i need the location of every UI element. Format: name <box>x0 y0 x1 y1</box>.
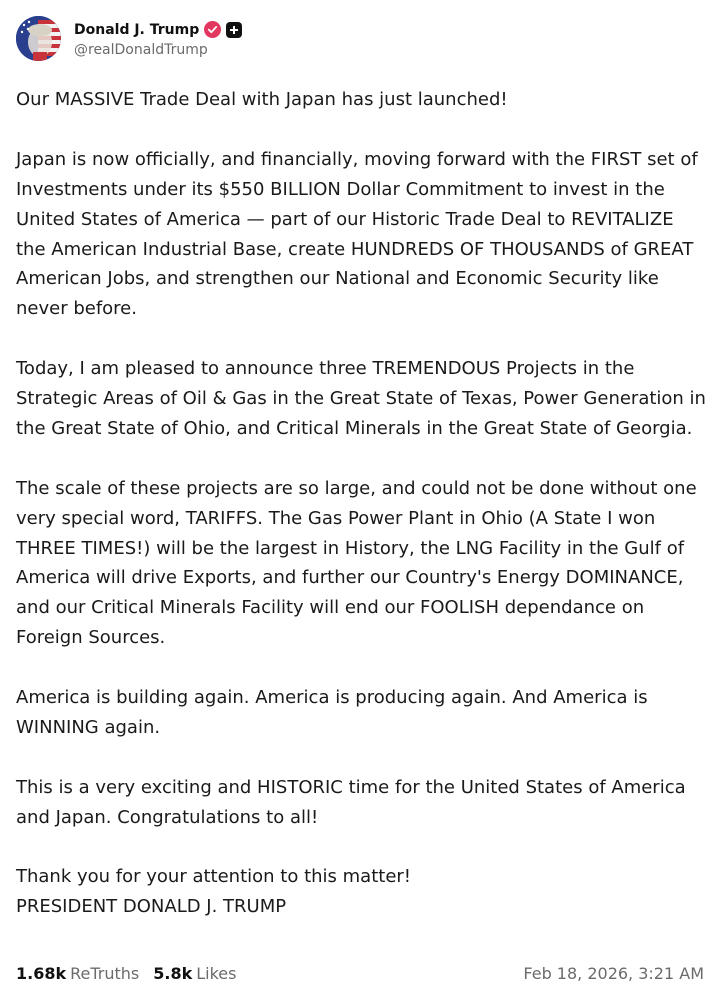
post-header <box>16 15 242 61</box>
paragraph-gap <box>16 653 708 683</box>
plus-badge-icon <box>226 22 242 38</box>
likes-label: Likes <box>196 963 237 983</box>
post-paragraph: Thank you for your attention to this matter! <box>16 866 412 888</box>
post-body <box>16 85 712 922</box>
post-paragraph: America is building again. America is producing again. And America is WINNING again. <box>16 687 654 738</box>
post-footer <box>16 960 704 986</box>
paragraph-gap <box>16 324 708 354</box>
likes-stat[interactable] <box>153 964 236 983</box>
verified-check-icon <box>204 21 221 38</box>
user-handle[interactable]: @realDonaldTrump <box>74 41 208 58</box>
paragraph-gap <box>16 743 708 773</box>
name-row <box>74 19 242 41</box>
paragraph-gap <box>16 444 708 474</box>
retruths-label: ReTruths <box>70 963 140 983</box>
avatar-image <box>16 16 61 61</box>
author-block <box>74 19 242 58</box>
post-paragraph: Today, I am pleased to announce three TREMENDOUS Projects in the Strategic Areas of Oil & Gas in the Great State of Texas, Power Generation in the Great State of Ohio, and Critical Minerals in the Great State of Georgia. <box>16 358 712 439</box>
retruths-count: 1.68k <box>16 963 67 983</box>
post-paragraph: Our MASSIVE Trade Deal with Japan has just launched! <box>16 89 508 110</box>
post-paragraph: The scale of these projects are so large, and could not be done without one very special word, TARIFFS. The Gas Power Plant in Ohio (A State I won THREE TIMES!) will be the largest in History, the LNG Facility in the Gulf of America will drive Exports, and further our Country's Energy DOMINANCE, and our Critical Minerals Facility will end our FOOLISH dependance on Foreign Sources. <box>16 477 703 649</box>
post-paragraph: This is a very exciting and HISTORIC time for the United States of America and Japan. Congratulations to all! <box>16 776 692 828</box>
paragraph-gap <box>16 833 708 863</box>
retruths-stat[interactable] <box>16 964 139 983</box>
post-timestamp[interactable]: Feb 18, 2026, 3:21 AM <box>523 963 704 983</box>
display-name[interactable]: Donald J. Trump <box>74 21 200 38</box>
likes-count: 5.8k <box>153 963 193 983</box>
post-signature: PRESIDENT DONALD J. TRUMP <box>16 896 287 918</box>
post-paragraph: Japan is now officially, and financially, moving forward with the FIRST set of Investments under its $550 BILLION Dollar Commitment to invest in the United States of America — part of our Historic Trade Deal to REVITALIZE the American Industrial Base, create HUNDREDS OF THOUSANDS of GREAT American Jobs, and strengthen our National and Economic Security like never before. <box>16 148 704 320</box>
avatar[interactable] <box>16 16 61 61</box>
paragraph-gap <box>16 115 708 145</box>
